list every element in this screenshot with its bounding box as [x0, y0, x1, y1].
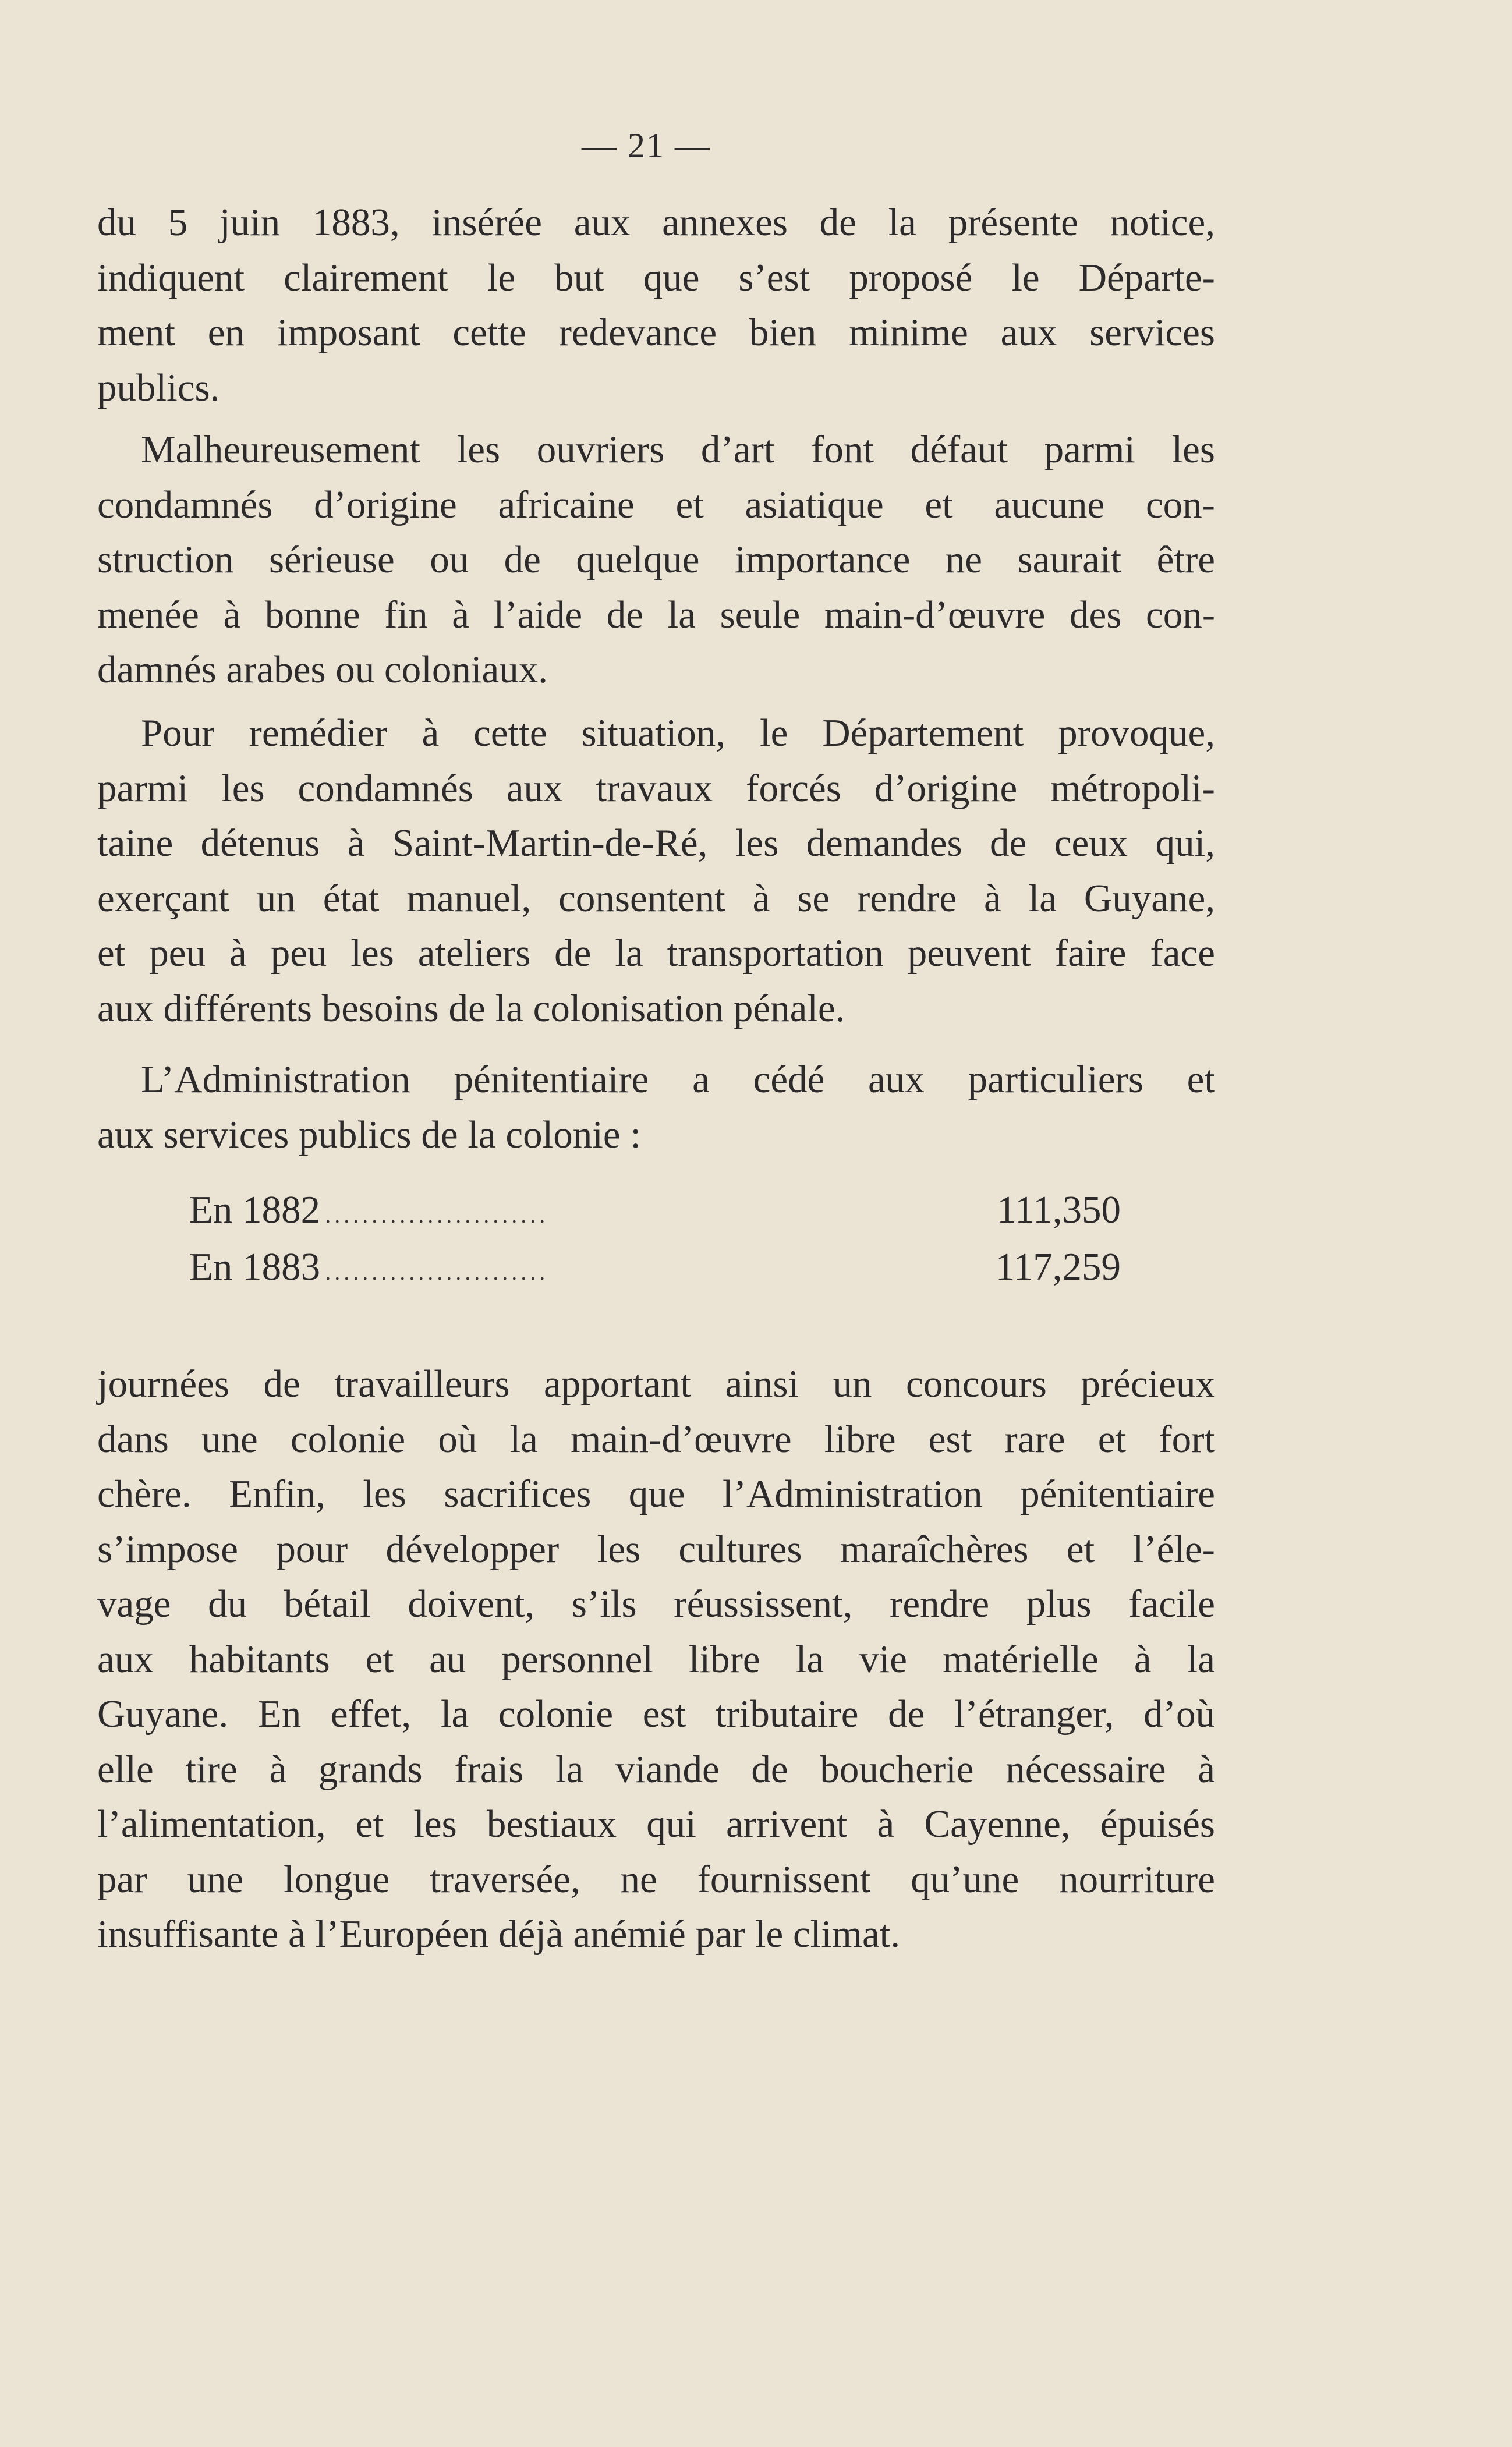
table-row	[189, 1188, 1121, 1242]
table-row	[189, 1245, 1121, 1299]
page-number: — 21 —	[582, 126, 711, 165]
paragraph-line: aux services publics de la colonie :	[97, 1113, 641, 1156]
paragraph-line: publics.	[97, 366, 220, 409]
dot-leader: ........................	[325, 1259, 549, 1285]
paragraph-1	[97, 195, 1215, 415]
paragraph-line: taine détenus à Saint-Martin-de-Ré, les demandes de ceux qui,	[97, 821, 1215, 865]
paragraph-line: journées de travailleurs apportant ainsi un concours précieux	[97, 1362, 1215, 1405]
paragraph-3	[97, 706, 1215, 1036]
paragraph-line: l’alimentation, et les bestiaux qui arrivent à Cayenne, épuisés	[97, 1803, 1215, 1846]
paragraph-line: L’Administration pénitentiaire a cédé aux particuliers et	[141, 1058, 1215, 1101]
paragraph-line: condamnés d’origine africaine et asiatique et aucune con-	[97, 483, 1215, 526]
paragraph-line: parmi les condamnés aux travaux forcés d’origine métropoli-	[97, 766, 1215, 810]
paragraph-line: dans une colonie où la main-d’œuvre libre est rare et fort	[97, 1417, 1215, 1461]
paragraph-line: exerçant un état manuel, consentent à se rendre à la Guyane,	[97, 876, 1215, 920]
paragraph-line: elle tire à grands frais la viande de boucherie nécessaire à	[97, 1747, 1215, 1791]
paragraph-line: ment en imposant cette redevance bien minime aux services	[97, 311, 1215, 354]
table-row-label: En 1882	[189, 1188, 321, 1231]
table-row-value: 117,259	[995, 1245, 1121, 1288]
paragraph-2	[97, 422, 1215, 697]
paragraph-line: Pour remédier à cette situation, le Département provoque,	[141, 711, 1215, 755]
paragraph-line: indiquent clairement le but que s’est proposé le Départe-	[97, 256, 1215, 299]
paragraph-line: struction sérieuse ou de quelque importance ne saurait être	[97, 538, 1215, 581]
paragraph-line: s’impose pour développer les cultures maraîchères et l’éle-	[97, 1527, 1215, 1571]
paragraph-line: damnés arabes ou coloniaux.	[97, 648, 548, 691]
paragraph-4	[97, 1052, 1215, 1162]
paragraph-line: aux différents besoins de la colonisation pénale.	[97, 986, 845, 1030]
paragraph-line: et peu à peu les ateliers de la transportation peuvent faire face	[97, 932, 1215, 975]
paragraph-line: insuffisante à l’Européen déjà anémié par le climat.	[97, 1913, 901, 1956]
paragraph-line: menée à bonne fin à l’aide de la seule main-d’œuvre des con-	[97, 593, 1215, 636]
paragraph-line: du 5 juin 1883, insérée aux annexes de la présente notice,	[97, 201, 1215, 244]
paragraph-line: chère. Enfin, les sacrifices que l’Administration pénitentiaire	[97, 1472, 1215, 1515]
paragraph-5	[97, 1357, 1215, 1962]
table-row-value: 111,350	[997, 1188, 1121, 1231]
paragraph-line: Guyane. En effet, la colonie est tributaire de l’étranger, d’où	[97, 1692, 1215, 1736]
paragraph-line: vage du bétail doivent, s’ils réussissent, rendre plus facile	[97, 1582, 1215, 1626]
table-row-label: En 1883	[189, 1245, 321, 1288]
dot-leader: ........................	[325, 1202, 549, 1228]
paragraph-line: par une longue traversée, ne fournissent qu’une nourriture	[97, 1857, 1215, 1901]
paragraph-line: Malheureusement les ouvriers d’art font défaut parmi les	[141, 428, 1215, 471]
paragraph-line: aux habitants et au personnel libre la vie matérielle à la	[97, 1637, 1215, 1681]
